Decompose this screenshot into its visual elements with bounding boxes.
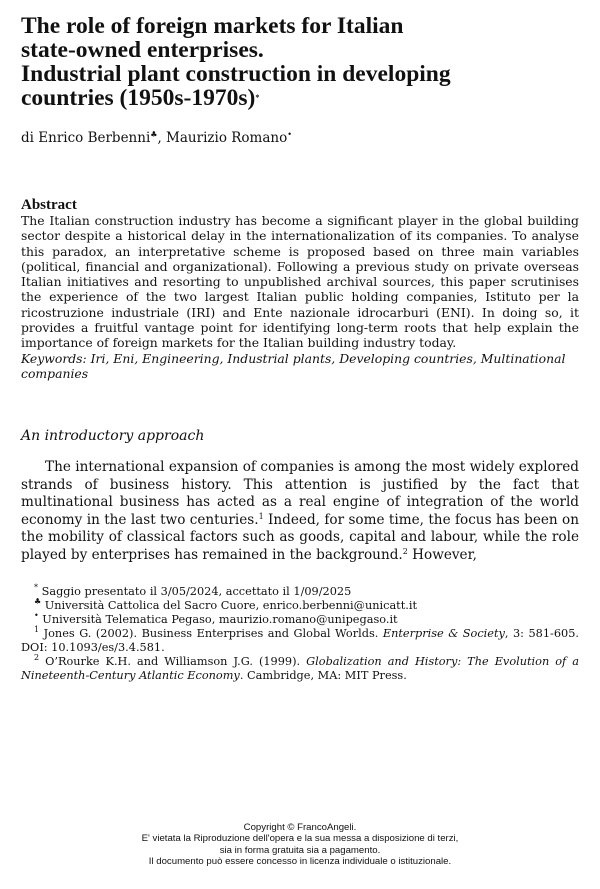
abstract-section xyxy=(21,198,579,381)
keywords: Keywords: Iri, Eni, Engineering, Industrial plants, Developing countries, Multinational companies xyxy=(21,350,566,381)
body-paragraph: The international expansion of companies is among the most widely explored strands of business history. This attention is justified by the fact that multinational business has acted as a real engine of integration of the world economy in the last two centuries.$^1$ Indeed, for some time, the focus has been on the mobility of classical factors such as goods, capital and labour, while the role played by enterprises has remained in the background.$^2$ However, xyxy=(21,459,579,563)
author-mark: • xyxy=(287,130,292,139)
title-line: The role of foreign markets for Italian xyxy=(21,13,404,39)
author-mark: ♣ xyxy=(150,130,158,139)
footnote-ref[interactable]: 1 xyxy=(258,511,264,521)
footnote: $^2$ O’Rourke K.H. and Williamson J.G. (1999). Globalization and History: The Evolution of a Nineteenth-Century Atlantic Economy. Cambridge, MA: MIT Press. xyxy=(21,653,579,683)
footnote-ref[interactable]: 2 xyxy=(402,546,408,556)
section-heading: An introductory approach xyxy=(21,428,205,445)
title-line: Industrial plant construction in developing xyxy=(21,61,451,87)
copyright-notice: Copyright © FrancoAngeli. E' vietata la Riproduzione dell'opera e la sua messa a disposizione di terzi, sia in forma gratuita sia a pagamento. Il documento può essere concesso in licenza individuale o istituzionale. xyxy=(141,822,459,868)
footnote: $^1$ Jones G. (2002). Business Enterprises and Global Worlds. Enterprise & Society, 3: 581-605. DOI: 10.1093/es/3.4.581. xyxy=(21,625,579,655)
title-line: state-owned enterprises. xyxy=(21,37,264,63)
title-line: countries (1950s-1970s)* xyxy=(21,85,260,111)
abstract-heading: Abstract xyxy=(21,197,77,213)
footnote: • Università Telematica Pegaso, maurizio.romano@unipegaso.it xyxy=(34,611,398,627)
author-name: Maurizio Romano xyxy=(166,130,288,146)
author-name: Enrico Berbenni xyxy=(38,130,151,146)
article-title xyxy=(21,14,579,110)
authors-line: di Enrico Berbenni♣, Maurizio Romano• xyxy=(21,130,292,146)
abstract-text: The Italian construction industry has become a significant player in the global building sector despite a historical delay in the internationalization of its companies. To analyse this paradox, an interpretative scheme is proposed based on three main variables (political, financial and organizational). Following a previous study on private overseas Italian initiatives and resorting to unpublished archival sources, this paper scrutinises the experience of the two largest Italian public holding companies, Istituto per la ricostruzione industriale (IRI) and Ente nazionale idrocarburi (ENI). In doing so, it provides a fruitful vantage point for identifying long-term roots that help explain the importance of foreign markets for the Italian building industry today. xyxy=(21,213,579,351)
footnote: * Saggio presentato il 3/05/2024, accettato il 1/09/2025 xyxy=(34,583,352,599)
title-footnote-mark: * xyxy=(255,93,260,102)
footnote: ♣ Università Cattolica del Sacro Cuore, enrico.berbenni@unicatt.it xyxy=(34,597,417,613)
footnotes xyxy=(21,585,579,683)
article-page xyxy=(21,14,579,683)
